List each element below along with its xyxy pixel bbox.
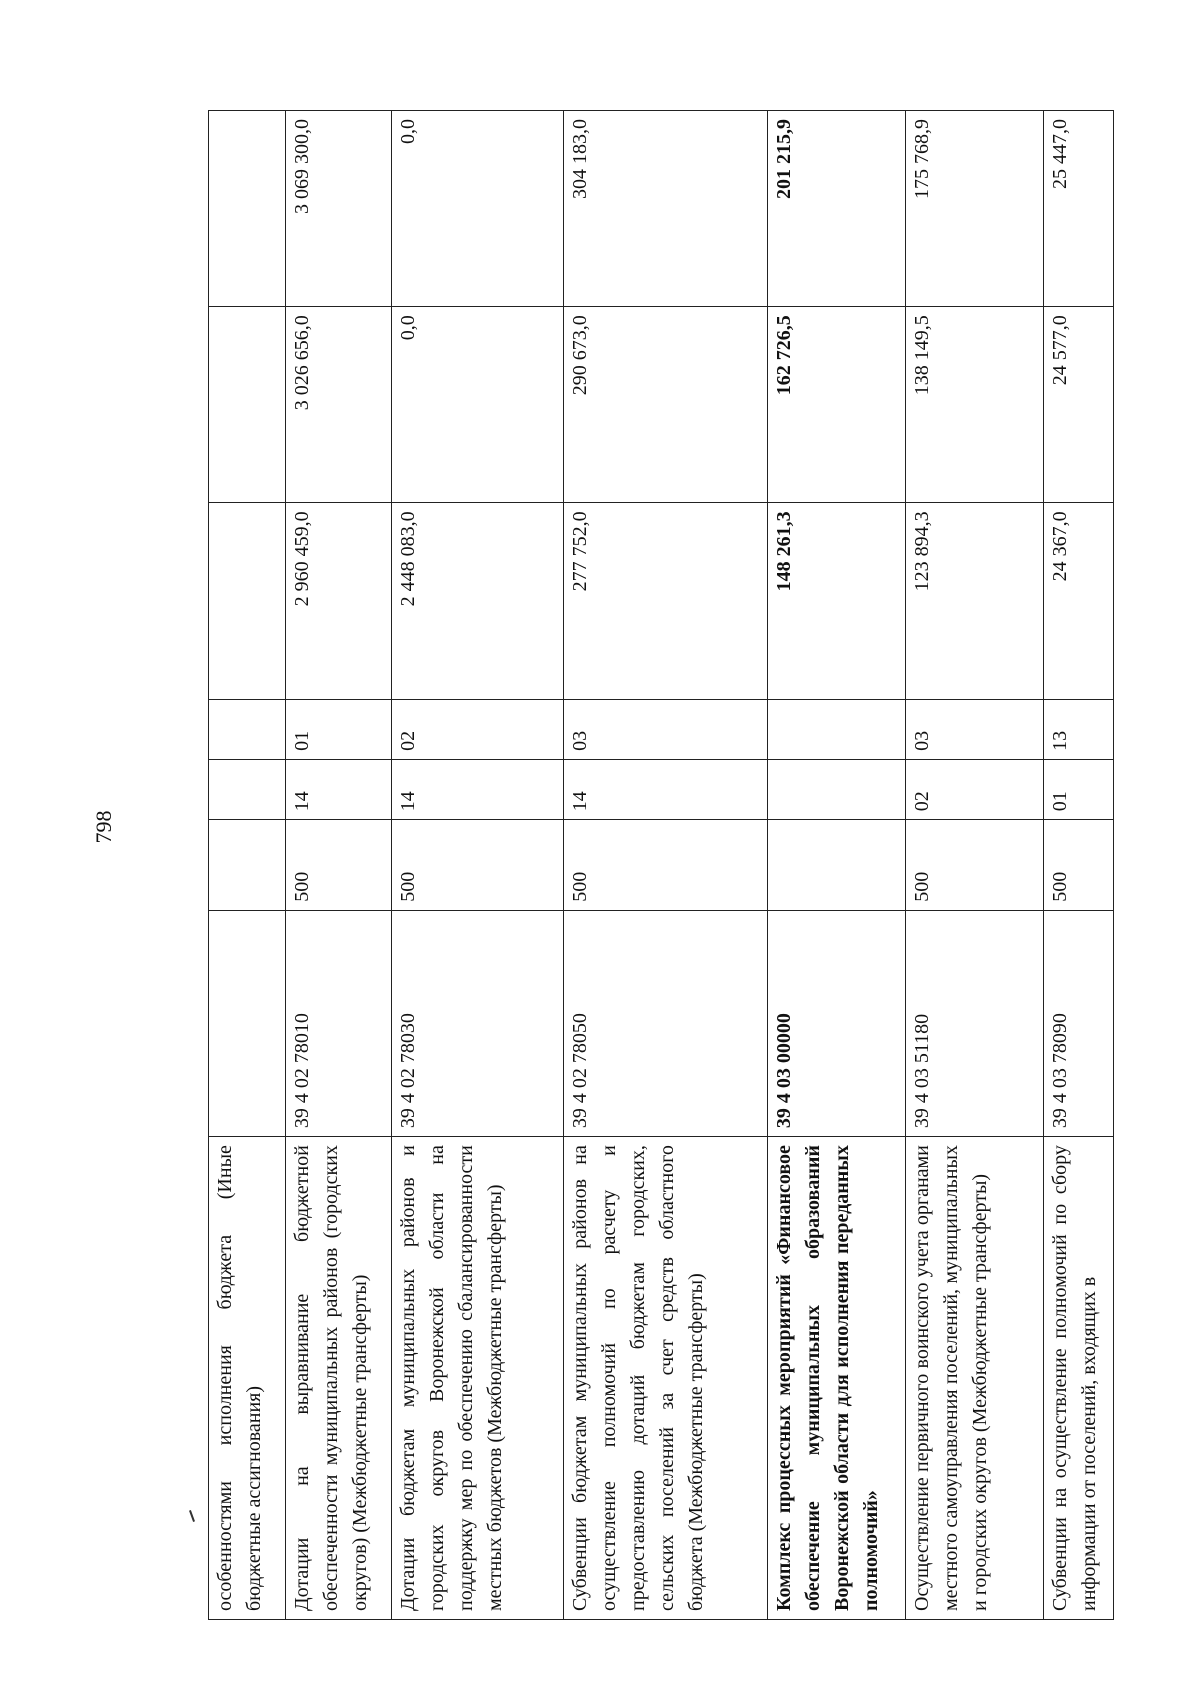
row-rz: 14	[286, 759, 392, 819]
row-code	[209, 910, 286, 1136]
row-rz	[209, 759, 286, 819]
budget-table-landscape	[208, 110, 1114, 1620]
row-amount-3: 0,0	[392, 111, 563, 307]
rotated-table-container	[208, 110, 1114, 1620]
row-vr: 500	[563, 820, 767, 911]
row-amount-3: 3 069 300,0	[286, 111, 392, 307]
row-amount-3: 175 768,9	[906, 111, 1044, 307]
row-rz: 14	[392, 759, 563, 819]
row-amount-1: 24 367,0	[1044, 503, 1114, 699]
row-code: 39 4 02 78050	[563, 910, 767, 1136]
row-vr: 500	[286, 820, 392, 911]
row-code: 39 4 02 78010	[286, 910, 392, 1136]
table-row	[209, 111, 286, 1620]
row-rz: 14	[563, 759, 767, 819]
table-row-section	[768, 111, 906, 1620]
row-amount-3: 201 215,9	[768, 111, 906, 307]
row-vr: 500	[392, 820, 563, 911]
table-row	[906, 111, 1044, 1620]
row-amount-2: 162 726,5	[768, 307, 906, 503]
row-description: Дотации на выравнивание бюджетной обеспеченности муниципальных районов (городских округов) (Межбюджетные трансферты)	[286, 1137, 392, 1620]
row-rz: 02	[906, 759, 1044, 819]
row-amount-2: 24 577,0	[1044, 307, 1114, 503]
row-vr: 500	[1044, 820, 1114, 911]
row-amount-3	[209, 111, 286, 307]
table-row	[1044, 111, 1114, 1620]
row-amount-2	[209, 307, 286, 503]
row-description: Субвенции бюджетам муниципальных районов на осуществление полномочий по расчету и предоставлению дотаций бюджетам городских, сельских поселений за счет средств областного бюджета (Межбюджетные трансферты)	[563, 1137, 767, 1620]
row-pr: 02	[392, 699, 563, 759]
row-vr	[768, 820, 906, 911]
row-description: Комплекс процессных мероприятий «Финансовое обеспечение муниципальных образований Воронежской области для исполнения переданных полномочий»	[768, 1137, 906, 1620]
row-rz: 01	[1044, 759, 1114, 819]
row-amount-1: 2 960 459,0	[286, 503, 392, 699]
row-description: Осуществление первичного воинского учета органами местного самоуправления поселений, муниципальных и городских округов (Межбюджетные трансферты)	[906, 1137, 1044, 1620]
row-amount-1: 123 894,3	[906, 503, 1044, 699]
row-amount-2: 0,0	[392, 307, 563, 503]
row-pr	[768, 699, 906, 759]
row-amount-1: 148 261,3	[768, 503, 906, 699]
row-amount-1: 2 448 083,0	[392, 503, 563, 699]
row-code: 39 4 02 78030	[392, 910, 563, 1136]
row-rz	[768, 759, 906, 819]
budget-table	[208, 110, 1114, 1620]
row-vr: 500	[906, 820, 1044, 911]
row-amount-2: 138 149,5	[906, 307, 1044, 503]
row-description: Дотации бюджетам муниципальных районов и городских округов Воронежской области на поддержку мер по обеспечению сбалансированности местных бюджетов (Межбюджетные трансферты)	[392, 1137, 563, 1620]
row-amount-2: 3 026 656,0	[286, 307, 392, 503]
table-row	[563, 111, 767, 1620]
row-pr: 03	[563, 699, 767, 759]
stray-scan-mark	[189, 1510, 195, 1522]
row-amount-2: 290 673,0	[563, 307, 767, 503]
row-description: Субвенции на осуществление полномочий по сбору информации от поселений, входящих в	[1044, 1137, 1114, 1620]
row-amount-1: 277 752,0	[563, 503, 767, 699]
row-code: 39 4 03 78090	[1044, 910, 1114, 1136]
row-description: особенностями исполнения бюджета (Иные бюджетные ассигнования)	[209, 1137, 286, 1620]
table-row	[392, 111, 563, 1620]
row-pr: 01	[286, 699, 392, 759]
row-amount-3: 25 447,0	[1044, 111, 1114, 307]
row-vr	[209, 820, 286, 911]
row-code: 39 4 03 51180	[906, 910, 1044, 1136]
row-pr: 03	[906, 699, 1044, 759]
table-row	[286, 111, 392, 1620]
row-amount-3: 304 183,0	[563, 111, 767, 307]
row-pr: 13	[1044, 699, 1114, 759]
row-amount-1	[209, 503, 286, 699]
page-number: 798	[91, 810, 116, 844]
row-code: 39 4 03 00000	[768, 910, 906, 1136]
row-pr	[209, 699, 286, 759]
